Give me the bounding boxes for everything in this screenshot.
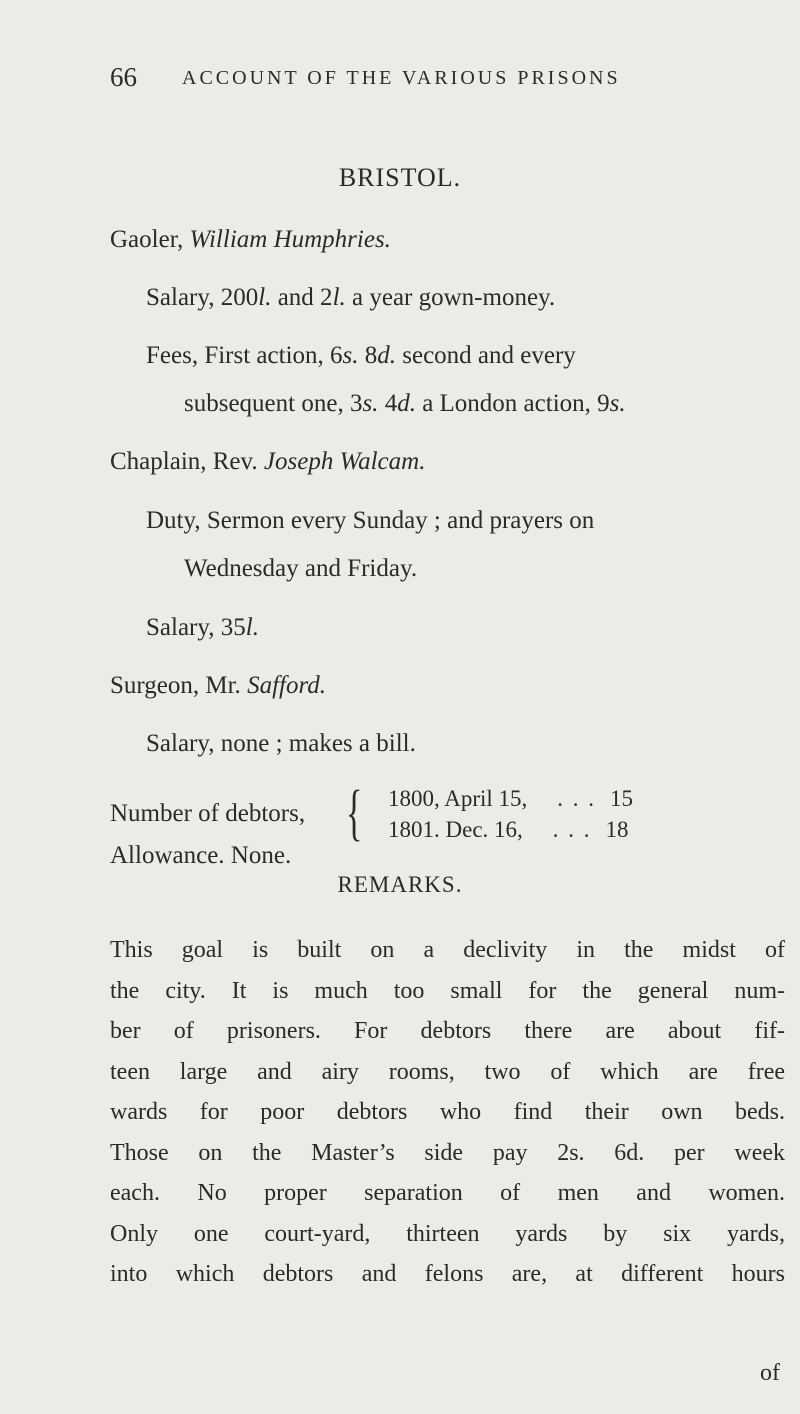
debtors-block	[110, 779, 760, 848]
chaplain-salary-text: Salary, 35	[146, 614, 246, 641]
fees-text-b: 8	[358, 342, 378, 369]
surgeon-salary-line: Salary, none ; makes a bill.	[146, 730, 416, 757]
gaoler-salary-text-a: Salary, 200	[146, 284, 259, 311]
chaplain-label: Chaplain, Rev.	[110, 448, 264, 475]
fees-text-d: subsequent one, 3	[184, 390, 363, 417]
surgeon-label: Surgeon, Mr.	[110, 672, 248, 699]
remarks-paragraph	[110, 930, 785, 1295]
debtors-label: Number of debtors,	[110, 800, 306, 827]
fees-text-f: a London action, 9	[415, 390, 610, 417]
remarks-line: Those on the Master’s side pay 2s. 6d. per week	[110, 1139, 785, 1166]
remarks-line: each. No proper separation of men and women.	[110, 1180, 785, 1206]
brace-symbol: {	[346, 779, 363, 847]
surgeon-name: Safford.	[247, 672, 327, 699]
fees-text-e: 4	[378, 390, 398, 417]
gaoler-salary-line	[146, 284, 555, 312]
pound-abbrev: l.	[245, 614, 259, 641]
shilling-abbrev: s.	[362, 390, 379, 417]
debtors-date: 1800, April 15,	[388, 786, 528, 811]
fees-line-1	[146, 342, 576, 370]
chaplain-salary-line	[146, 614, 259, 642]
allowance-line: Allowance. None.	[110, 842, 292, 869]
remarks-line: ber of prisoners. For debtors there are about fif-	[110, 1018, 785, 1044]
duty-line-2: Wednesday and Friday.	[184, 555, 418, 582]
section-title: BRISTOL.	[338, 163, 462, 192]
remarks-line: teen large and airy rooms, two of which are free	[110, 1058, 785, 1085]
gaoler-salary-text-c: a year gown-money.	[345, 284, 556, 311]
catchword: of	[760, 1360, 780, 1386]
debtors-row	[388, 817, 629, 843]
pound-abbrev: l.	[258, 284, 272, 311]
fees-text-a: Fees, First action, 6	[146, 342, 343, 369]
remarks-line: into which debtors and felons are, at different hours	[110, 1261, 785, 1287]
pence-abbrev: d.	[377, 342, 396, 369]
pound-abbrev: l.	[332, 284, 346, 311]
chaplain-line	[110, 448, 425, 476]
remarks-line: Only one court-yard, thirteen yards by six yards,	[110, 1220, 785, 1247]
running-head: ACCOUNT OF THE VARIOUS PRISONS	[182, 67, 621, 89]
page-number: 66	[110, 62, 137, 92]
gaoler-salary-text-b: and 2	[271, 284, 333, 311]
leader-dots: . . .	[557, 786, 597, 811]
gaoler-label: Gaoler,	[110, 226, 190, 253]
fees-text-c: second and every	[396, 342, 576, 369]
remarks-line: wards for poor debtors who find their own beds.	[110, 1099, 785, 1125]
chaplain-name: Joseph Walcam.	[263, 448, 426, 475]
shilling-abbrev: s.	[342, 342, 359, 369]
debtors-count: 18	[605, 817, 629, 842]
pence-abbrev: d.	[397, 390, 416, 417]
fees-line-2	[184, 390, 626, 418]
leader-dots: . . .	[552, 817, 592, 842]
shilling-abbrev: s.	[609, 390, 626, 417]
duty-line-1: Duty, Sermon every Sunday ; and prayers on	[146, 507, 595, 534]
remarks-heading: REMARKS.	[337, 872, 463, 897]
remarks-line: This goal is built on a declivity in the midst of	[110, 937, 785, 963]
surgeon-line	[110, 672, 326, 700]
debtors-count: 15	[610, 786, 634, 811]
gaoler-name: William Humphries.	[189, 226, 391, 253]
page-header	[110, 62, 750, 98]
debtors-row	[388, 786, 633, 812]
remarks-line: the city. It is much too small for the general num-	[110, 977, 785, 1004]
debtors-date: 1801. Dec. 16,	[388, 817, 523, 842]
gaoler-line	[110, 226, 391, 254]
